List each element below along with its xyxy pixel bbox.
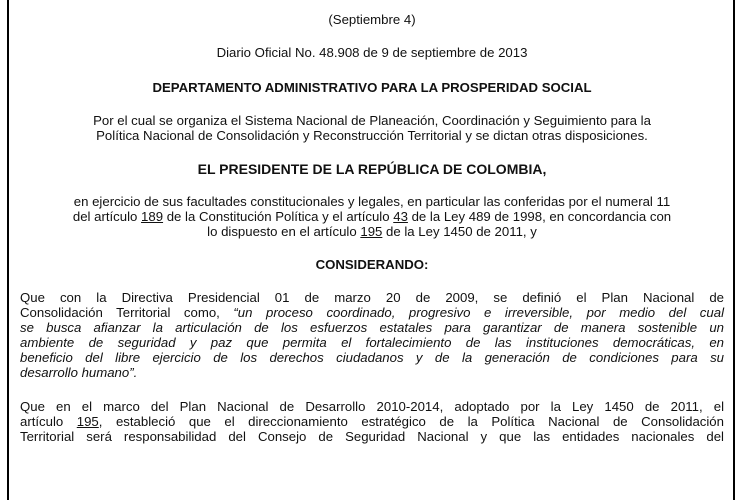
decree-date: (Septiembre 4) — [328, 12, 416, 27]
paragraph-line: beneficio del libre ejercicio de los derechos ciudadanos y de la generación de condiciones para su — [20, 350, 724, 365]
text-run: del artículo — [72, 209, 142, 224]
faculties-line — [20, 224, 724, 239]
summary-line: Política Nacional de Consolidación y Reconstrucción Territorial y se dictan otras disposiciones. — [96, 128, 648, 143]
faculties-line: en ejercicio de sus facultades constitucionales y legales, en particular las conferidas por el numeral 11 — [73, 194, 671, 209]
text-run: lo dispuesto en el artículo — [207, 224, 361, 239]
department-heading: DEPARTAMENTO ADMINISTRATIVO PARA LA PROSPERIDAD SOCIAL — [152, 80, 592, 95]
quote-text: “un proceso coordinado, progresivo e irreversible, por medio del cual — [233, 305, 724, 320]
text-run: Consolidación Territorial como, — [20, 305, 234, 320]
paragraph-line: Que con la Directiva Presidencial 01 de marzo 20 de 2009, se definió el Plan Nacional de — [20, 290, 724, 305]
decree-summary — [20, 113, 724, 143]
text-run: artículo — [20, 414, 77, 429]
document-content — [20, 8, 724, 444]
considerando-heading: CONSIDERANDO: — [315, 257, 429, 272]
article-189-link[interactable]: 189 — [141, 209, 164, 224]
paragraph-line: ambiente de seguridad y paz que permita el fortalecimiento de las instituciones democráticas, en — [20, 335, 724, 350]
paragraph-line — [20, 414, 724, 429]
president-heading: EL PRESIDENTE DE LA REPÚBLICA DE COLOMBIA, — [197, 161, 547, 177]
text-run: de la Constitución Política y el artículo — [163, 209, 394, 224]
article-43-link[interactable]: 43 — [393, 209, 408, 224]
article-195-link[interactable]: 195 — [76, 414, 99, 429]
paragraph-line: Que en el marco del Plan Nacional de Desarrollo 2010-2014, adoptado por la Ley 1450 de 2011, el — [20, 399, 724, 414]
page-border-right — [733, 0, 735, 500]
text-run: de la Ley 1450 de 2011, y — [382, 224, 537, 239]
text-run: , estableció que el direccionamiento estratégico de la Política Nacional de Consolidación — [98, 414, 724, 429]
faculties-line — [20, 209, 724, 224]
summary-line: Por el cual se organiza el Sistema Nacional de Planeación, Coordinación y Seguimiento para la — [93, 113, 651, 128]
paragraph-line — [20, 305, 724, 320]
paragraph-line: se busca afianzar la articulación de los esfuerzos estatales para garantizar de manera sostenible un — [20, 320, 724, 335]
considerando-paragraph-2 — [20, 399, 724, 444]
diario-oficial-line: Diario Oficial No. 48.908 de 9 de septiembre de 2013 — [216, 45, 528, 60]
paragraph-line: desarrollo humano”. — [20, 365, 138, 380]
page-border-left — [7, 0, 9, 500]
text-run: de la Ley 489 de 1998, en concordancia con — [407, 209, 672, 224]
paragraph-line: Territorial será responsabilidad del Consejo de Seguridad Nacional y que las entidades nacionales del — [20, 429, 724, 444]
considerando-paragraph-1 — [20, 290, 724, 380]
article-195-link[interactable]: 195 — [360, 224, 383, 239]
faculties-paragraph — [20, 194, 724, 239]
